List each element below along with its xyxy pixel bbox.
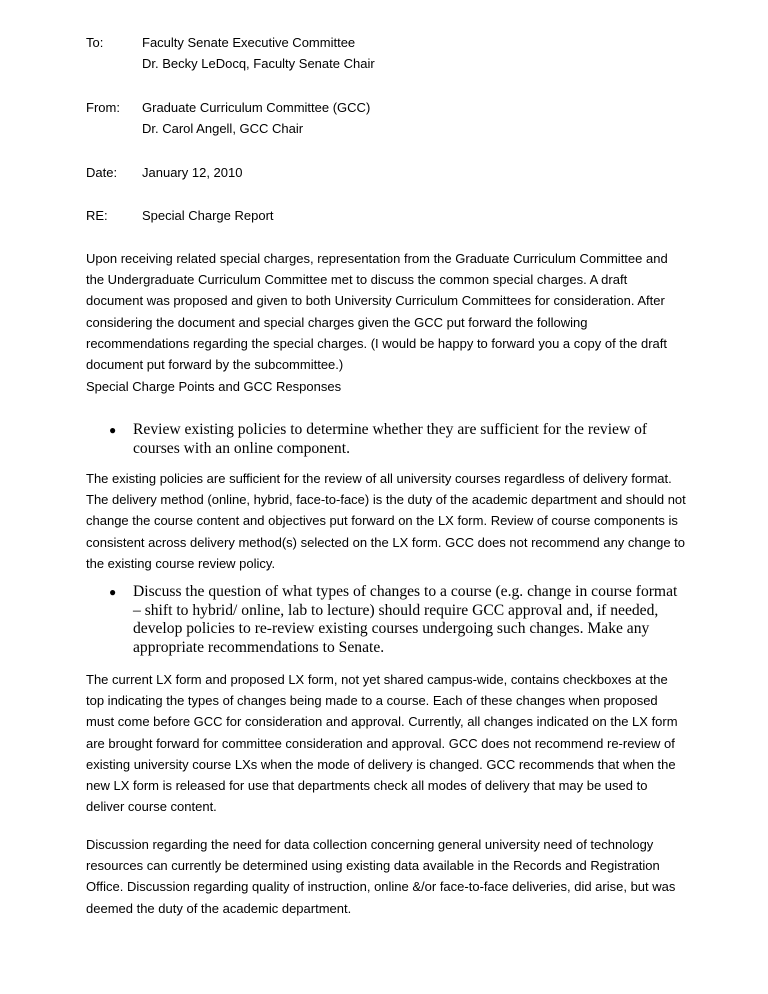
- response-paragraph-2: The current LX form and proposed LX form, not yet shared campus-wide, contains checkboxes at the top indicating the types of changes being made to a course. Each of these changes when proposed must come before GCC for consideration and approval. Currently, all changes indicated on the LX form are brought forward for committee consideration and approval. GCC does not recommend re-review of existing university course LXs when the mode of delivery is changed. GCC recommends that when the new LX form is released for use that departments check all modes of delivery that may be used to deliver course content.: [86, 672, 678, 815]
- bullet-icon: ●: [109, 423, 117, 437]
- charge-text-1: Review existing policies to determine whether they are sufficient for the review of courses with an online component.: [133, 421, 648, 457]
- from-sender-2: Dr. Carol Angell, GCC Chair: [142, 121, 304, 136]
- from-sender-1: Graduate Curriculum Committee (GCC): [142, 100, 371, 115]
- charge-text-2: Discuss the question of what types of changes to a course (e.g. change in course format – shift to hybrid/ online, lab to lecture) should require GCC approval and, if needed, develop policies to re-review existing courses undergoing such changes. Make any appropriate recommendations to Senate.: [133, 583, 678, 656]
- date-value: January 12, 2010: [142, 165, 243, 180]
- to-label: To:: [86, 35, 104, 50]
- intro-paragraph: Upon receiving related special charges, representation from the Graduate Curriculum Committee and the Undergraduate Curriculum Committee met to discuss the common special charges. A draft document was proposed and given to both University Curriculum Committees for consideration. After considering the document and special charges given the GCC put forward the following recommendations regarding the special charges. (I would be happy to forward you a copy of the draft document put forward by the subcommittee.): [86, 251, 668, 373]
- to-recipient-1: Faculty Senate Executive Committee: [142, 35, 356, 50]
- response-paragraph-1: The existing policies are sufficient for the review of all university courses regardless of delivery format. The delivery method (online, hybrid, face-to-face) is the duty of the academic department and should not change the course content and objectives put forward on the LX form. Review of course components is consistent across delivery method(s) selected on the LX form. GCC does not recommend any change to the existing course review policy.: [86, 471, 686, 571]
- bullet-icon: ●: [109, 585, 117, 599]
- from-label: From:: [86, 100, 120, 115]
- section-heading: Special Charge Points and GCC Responses: [86, 379, 342, 394]
- to-recipient-2: Dr. Becky LeDocq, Faculty Senate Chair: [142, 56, 375, 71]
- discussion-paragraph: Discussion regarding the need for data collection concerning general university need of technology resources can currently be determined using existing data available in the Records and Registration Office. Discussion regarding quality of instruction, online &/or face-to-face deliveries, did arise, but was deemed the duty of the academic department.: [86, 837, 676, 916]
- date-label: Date:: [86, 165, 118, 180]
- re-value: Special Charge Report: [142, 208, 274, 223]
- re-label: RE:: [86, 208, 108, 223]
